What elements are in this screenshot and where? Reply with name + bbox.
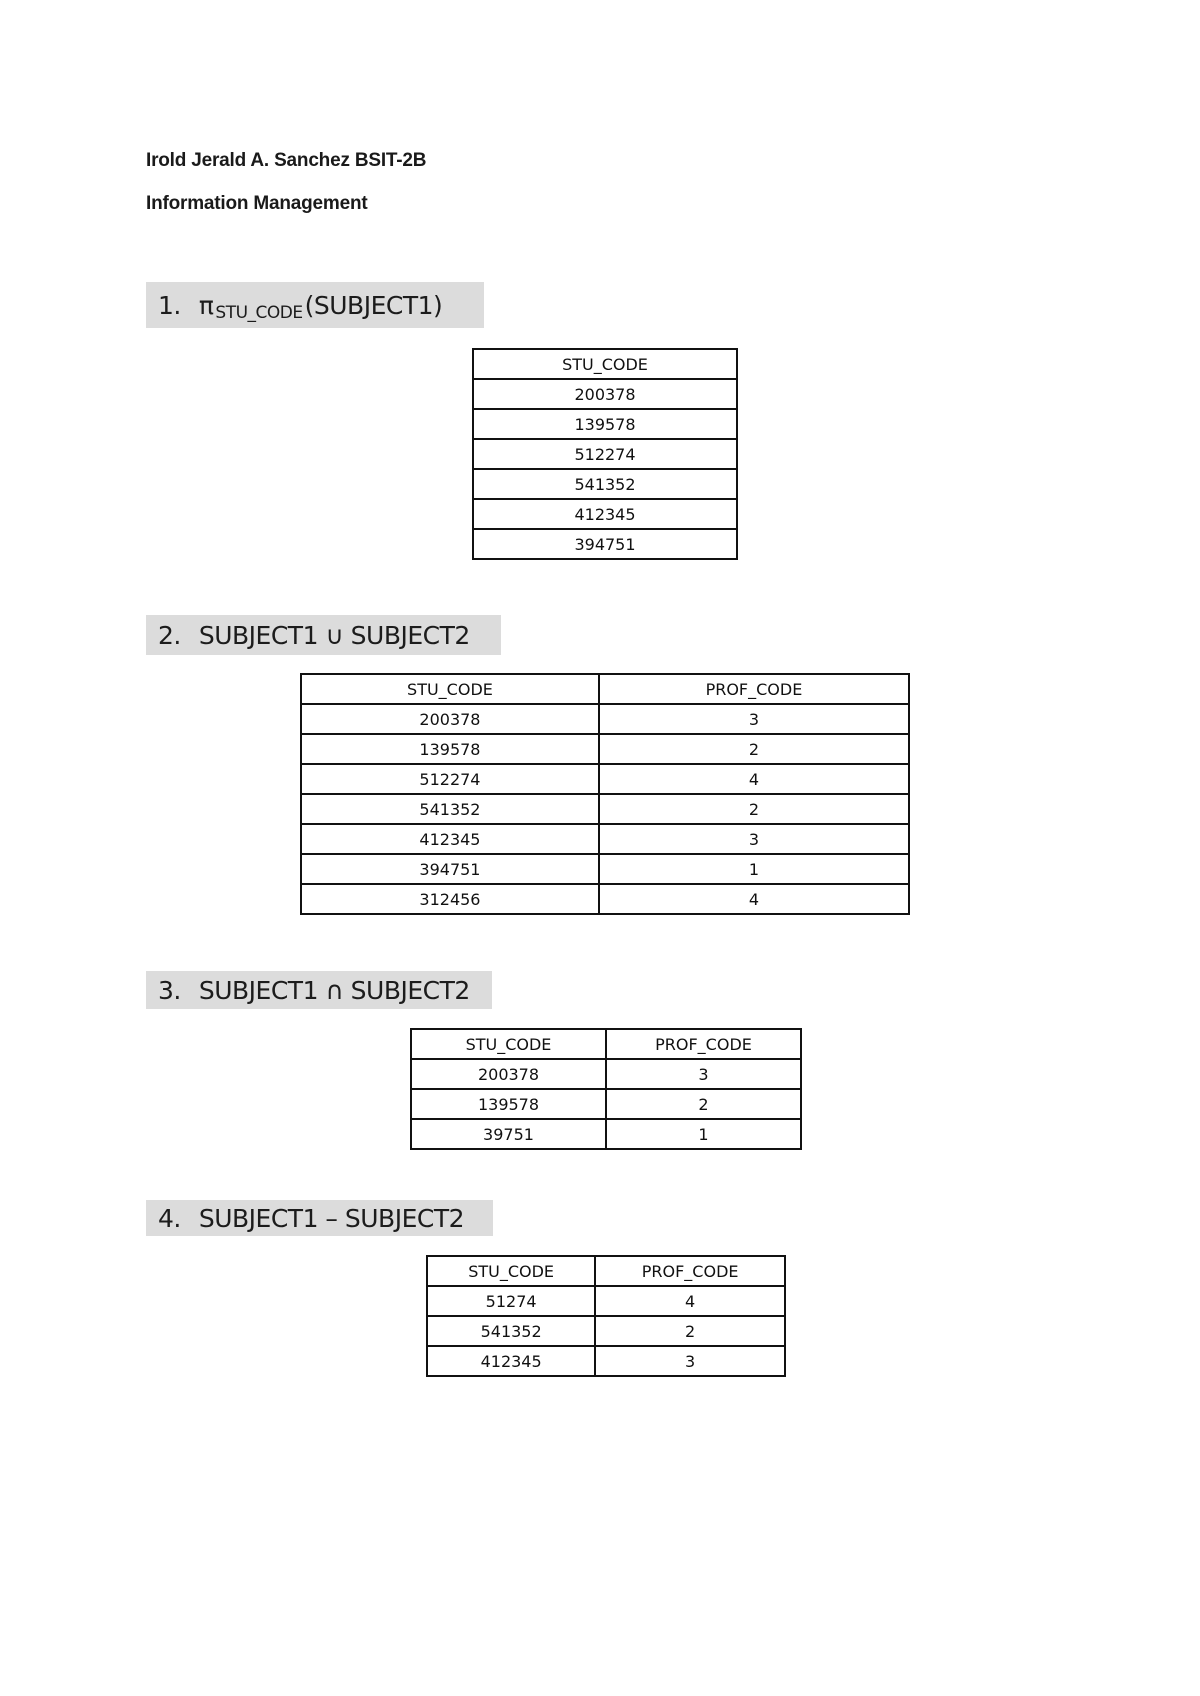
table-row: [411, 1119, 801, 1149]
table-cell: 541352: [427, 1316, 595, 1346]
result-table-2: [300, 673, 910, 915]
table-cell: 394751: [473, 529, 737, 559]
table-row: [427, 1316, 785, 1346]
column-header: PROF_CODE: [599, 674, 909, 704]
question-number: 4.: [158, 1203, 181, 1233]
table-cell: 412345: [473, 499, 737, 529]
question-number: 3.: [158, 975, 181, 1005]
projection-subscript: STU_CODE: [215, 303, 303, 323]
table-row: [473, 379, 737, 409]
column-header: STU_CODE: [301, 674, 599, 704]
table-cell: 2: [595, 1316, 785, 1346]
table-cell: 39751: [411, 1119, 606, 1149]
table-cell: 541352: [301, 794, 599, 824]
column-header: STU_CODE: [473, 349, 737, 379]
table-cell: 200378: [411, 1059, 606, 1089]
question-1-heading: [146, 282, 484, 328]
table-cell: 541352: [473, 469, 737, 499]
table-row: [301, 794, 909, 824]
column-header: STU_CODE: [427, 1256, 595, 1286]
table-row: [473, 469, 737, 499]
question-expression: SUBJECT1 ∪ SUBJECT2: [198, 620, 470, 650]
table-row: [473, 439, 737, 469]
result-table-1: [472, 348, 738, 560]
question-number: 1.: [158, 290, 181, 320]
column-header: PROF_CODE: [606, 1029, 801, 1059]
table-row: [473, 529, 737, 559]
table-row: [473, 499, 737, 529]
question-expression: (SUBJECT1): [304, 290, 443, 320]
table-cell: 3: [599, 704, 909, 734]
column-header: PROF_CODE: [595, 1256, 785, 1286]
table-cell: 1: [606, 1119, 801, 1149]
question-number: 2.: [158, 620, 181, 650]
table-cell: 4: [599, 884, 909, 914]
question-expression: SUBJECT1 ∩ SUBJECT2: [198, 975, 470, 1005]
table-cell: 200378: [301, 704, 599, 734]
table-cell: 2: [599, 734, 909, 764]
table-row: [411, 1059, 801, 1089]
table-cell: 312456: [301, 884, 599, 914]
table-row: [301, 824, 909, 854]
table-cell: 512274: [473, 439, 737, 469]
table-cell: 139578: [301, 734, 599, 764]
table-header-row: [411, 1029, 801, 1059]
table-header-row: [473, 349, 737, 379]
question-4-heading: [146, 1200, 493, 1236]
table-row: [301, 764, 909, 794]
table-row: [301, 884, 909, 914]
question-expression: SUBJECT1 – SUBJECT2: [198, 1203, 464, 1233]
table-cell: 3: [599, 824, 909, 854]
table-cell: 1: [599, 854, 909, 884]
projection-symbol: π: [198, 290, 214, 320]
result-table-4: [426, 1255, 786, 1377]
table-row: [301, 854, 909, 884]
table-cell: 412345: [301, 824, 599, 854]
table-cell: 139578: [411, 1089, 606, 1119]
table-row: [411, 1089, 801, 1119]
author-line: Irold Jerald A. Sanchez BSIT-2B: [146, 150, 427, 171]
table-row: [427, 1346, 785, 1376]
table-cell: 139578: [473, 409, 737, 439]
table-cell: 4: [595, 1286, 785, 1316]
table-cell: 2: [606, 1089, 801, 1119]
column-header: STU_CODE: [411, 1029, 606, 1059]
table-header-row: [301, 674, 909, 704]
table-cell: 3: [595, 1346, 785, 1376]
table-cell: 4: [599, 764, 909, 794]
course-line: Information Management: [146, 193, 368, 214]
table-row: [301, 734, 909, 764]
table-cell: 3: [606, 1059, 801, 1089]
table-cell: 200378: [473, 379, 737, 409]
table-cell: 2: [599, 794, 909, 824]
table-row: [473, 409, 737, 439]
table-cell: 394751: [301, 854, 599, 884]
question-2-heading: [146, 615, 501, 655]
table-row: [427, 1286, 785, 1316]
table-cell: 51274: [427, 1286, 595, 1316]
question-3-heading: [146, 971, 492, 1009]
table-cell: 512274: [301, 764, 599, 794]
table-row: [301, 704, 909, 734]
result-table-3: [410, 1028, 802, 1150]
table-cell: 412345: [427, 1346, 595, 1376]
table-header-row: [427, 1256, 785, 1286]
